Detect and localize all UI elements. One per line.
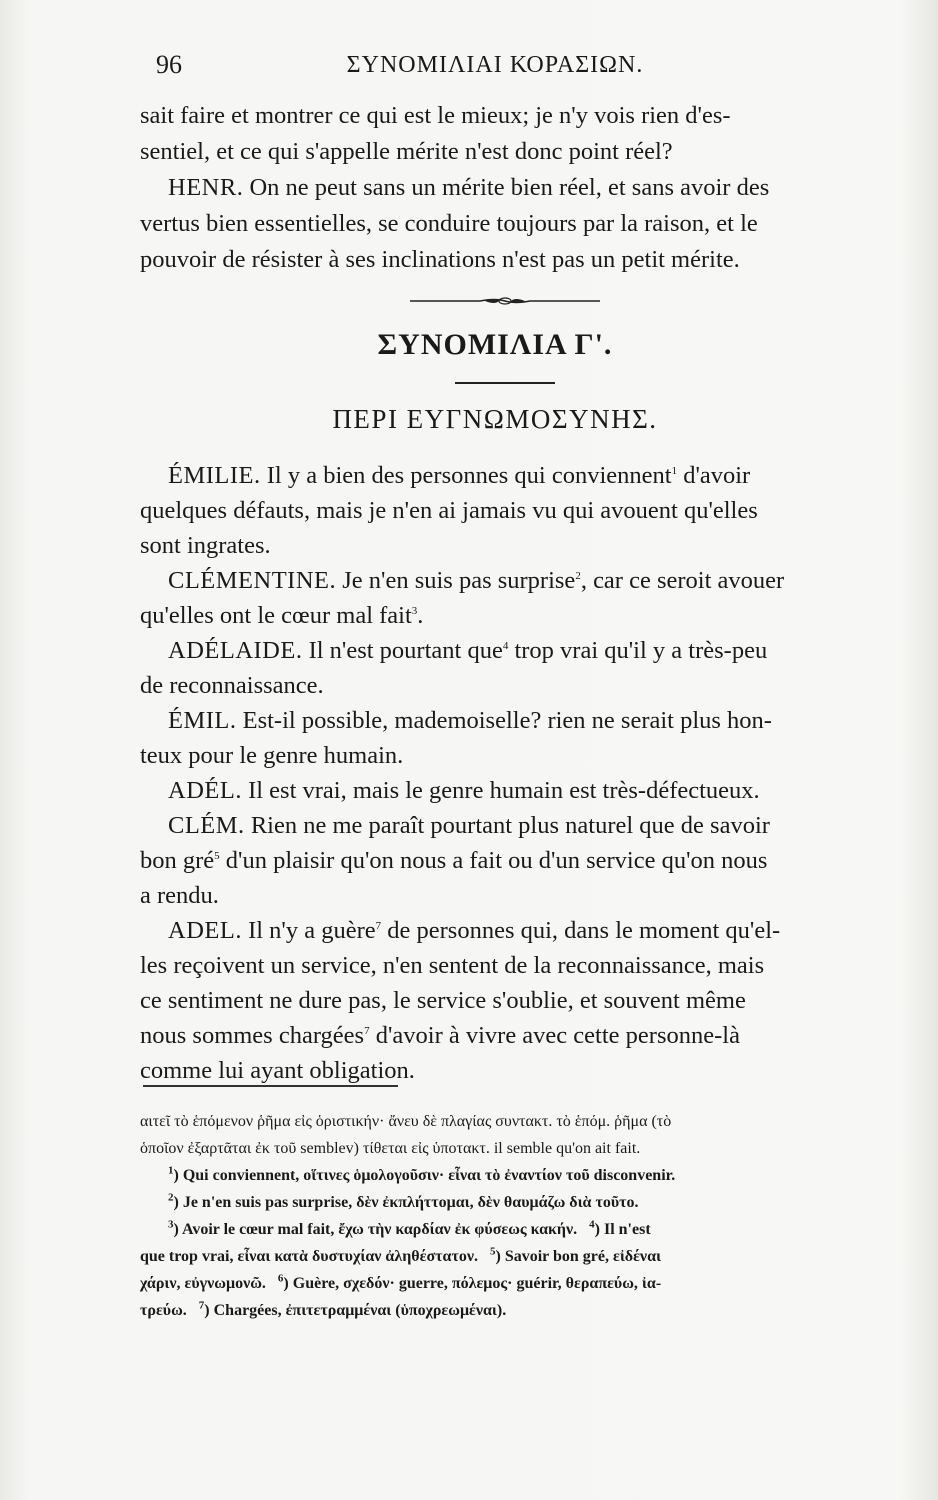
footnote bbox=[140, 1243, 850, 1270]
speaker-name: ADEL. bbox=[168, 917, 242, 944]
speech-text: Je n'en suis pas surprise bbox=[336, 567, 576, 594]
speech-text: On ne peut sans un mérite bien réel, et sans avoir des bbox=[243, 174, 770, 201]
title-divider bbox=[455, 382, 555, 384]
footnote bbox=[140, 1189, 850, 1216]
text-line: pouvoir de résister à ses inclinations n'est pas un petit mérite. bbox=[140, 246, 740, 273]
footnote bbox=[140, 1270, 850, 1297]
speech-text: bon gré bbox=[140, 847, 215, 874]
speech-text: d'avoir bbox=[677, 462, 751, 489]
footnote-rule bbox=[143, 1085, 398, 1087]
dialogue-paragraph bbox=[140, 563, 850, 633]
speech-text: nous sommes chargées bbox=[140, 1022, 365, 1049]
footnote-line: αιτεῖ τὸ ἑπόμενον ῥῆμα εἰς ὁριστικήν· ἄνευ δὲ πλαγίας συντακτ. τὸ ἑπόμ. ῥῆμα (τὸ bbox=[140, 1113, 672, 1130]
dialogue-paragraph bbox=[140, 458, 850, 563]
text-line: les reçoivent un service, n'en sentent de la reconnaissance, mais bbox=[140, 952, 765, 979]
footnote-text: ) Qui conviennent, οἵτινες ὁμολογοῦσιν· εἶναι τὸ ἐναντίον τοῦ disconvenir. bbox=[173, 1167, 676, 1184]
speech-text: qu'elles ont le cœur mal fait bbox=[140, 602, 412, 629]
footnote-number: 4 bbox=[589, 1218, 595, 1231]
speech-text: d'un plaisir qu'on nous a fait ou d'un service qu'on nous bbox=[219, 847, 768, 874]
speech-text: Rien ne me paraît pourtant plus naturel que de savoir bbox=[244, 812, 770, 839]
speaker-name: ÉMIL. bbox=[168, 707, 237, 734]
dialogue-paragraph bbox=[140, 633, 850, 703]
text-line: sait faire et montrer ce qui est le mieux; je n'y vois rien d'es- bbox=[140, 102, 731, 129]
text-line: comme lui ayant obligation. bbox=[140, 1057, 415, 1084]
footnotes bbox=[140, 1108, 850, 1324]
dialogue-paragraph bbox=[140, 808, 850, 913]
speaker-name: ADÉLAIDE. bbox=[168, 637, 303, 664]
speech-text: d'avoir à vivre avec cette personne-là bbox=[369, 1022, 740, 1049]
text-line: vertus bien essentielles, se conduire toujours par la raison, et le bbox=[140, 210, 758, 237]
footnote-ref: 5 bbox=[214, 849, 220, 862]
speaker-name: HENR. bbox=[168, 174, 244, 201]
footnote-text: ) Savoir bon gré, εἰδέναι bbox=[495, 1248, 661, 1265]
text-line: ce sentiment ne dure pas, le service s'oublie, et souvent même bbox=[140, 987, 746, 1014]
footnote-text: ) Je n'en suis pas surprise, δὲν ἐκπλήττομαι, δὲν θαυμάζω διὰ τοῦτο. bbox=[173, 1194, 639, 1211]
text-line: teux pour le genre humain. bbox=[140, 742, 404, 769]
footnote-text: τρεύω. bbox=[140, 1302, 187, 1319]
page-number: 96 bbox=[156, 50, 182, 79]
dialogue bbox=[140, 458, 850, 1088]
ornament-rule bbox=[410, 296, 600, 306]
footnote-ref: 4 bbox=[502, 639, 509, 652]
speech-text: Il n'est pourtant que bbox=[302, 637, 503, 664]
speech-text: de personnes qui, dans le moment qu'el- bbox=[381, 917, 781, 944]
footnote-ref: 7 bbox=[364, 1024, 370, 1037]
text-line: de reconnaissance. bbox=[140, 672, 324, 699]
text-line: quelques défauts, mais je n'en ai jamais vu qui avouent qu'elles bbox=[140, 497, 758, 524]
speech-text: Est-il possible, mademoiselle? rien ne serait plus hon- bbox=[236, 707, 772, 734]
footnote-text: ) Chargées, ἐπιτετραμμέναι (ὑποχρεωμέναι). bbox=[204, 1302, 507, 1319]
text-line: a rendu. bbox=[140, 882, 219, 909]
footnote-ref: 1 bbox=[671, 464, 678, 477]
text-line: sont ingrates. bbox=[140, 532, 271, 559]
footnote-number: 3 bbox=[168, 1218, 174, 1231]
footnote bbox=[140, 1297, 850, 1324]
running-head: ΣΥΝΟΜΙΛΙΑΙ ΚΟΡΑΣΙΩΝ. bbox=[346, 52, 644, 78]
footnote-number: 7 bbox=[198, 1299, 205, 1312]
speech-text: Il y a bien des personnes qui conviennent bbox=[260, 462, 672, 489]
speech-text: trop vrai qu'il y a très-peu bbox=[508, 637, 768, 664]
text-line bbox=[140, 170, 850, 206]
intro-text bbox=[140, 98, 850, 278]
speaker-name: CLÉMENTINE. bbox=[168, 567, 337, 594]
footnote-ref: 3 bbox=[411, 604, 418, 617]
dialogue-paragraph bbox=[140, 913, 850, 1088]
section-subtitle: ΠΕΡΙ ΕΥΓΝΩΜΟΣΥΝΗΣ. bbox=[332, 404, 658, 434]
footnote bbox=[140, 1162, 850, 1189]
footnote-text: ) Il n'est bbox=[594, 1221, 651, 1238]
speaker-name: CLÉM. bbox=[168, 812, 245, 839]
footnote-number: 5 bbox=[490, 1245, 496, 1258]
dialogue-paragraph bbox=[140, 773, 850, 808]
speech-text: Il est vrai, mais le genre humain est très-défectueux. bbox=[241, 777, 760, 804]
footnote-text: que trop vrai, εἶναι κατὰ δυστυχίαν ἀληθέστατον. bbox=[140, 1248, 478, 1265]
dialogue-paragraph bbox=[140, 703, 850, 773]
text-line: sentiel, et ce qui s'appelle mérite n'est donc point réel? bbox=[140, 138, 673, 165]
footnote-line: ὁποῖον ἐξαρτᾶται ἐκ τοῦ semblev) τίθεται εἰς ὑποτακτ. il semble qu'on ait fait. bbox=[140, 1140, 641, 1157]
footnote-text: χάριν, εὐγνωμονῶ. bbox=[140, 1275, 266, 1292]
section-title: ΣΥΝΟΜΙΛΙΑ Γ'. bbox=[377, 328, 613, 361]
speaker-name: ÉMILIE. bbox=[168, 462, 261, 489]
speech-text: , car ce seroit avouer bbox=[580, 567, 785, 594]
footnote-ref: 7 bbox=[375, 919, 382, 932]
footnote-text: ) Guère, σχεδόν· guerre, πόλεμος· guérir, θεραπεύω, ἰα- bbox=[283, 1275, 662, 1292]
footnote-number: 2 bbox=[168, 1191, 174, 1204]
page-header bbox=[150, 44, 840, 84]
footnote bbox=[140, 1216, 850, 1243]
footnote-number: 1 bbox=[168, 1164, 174, 1177]
footnote-ref: 2 bbox=[575, 569, 581, 582]
speech-text: Il n'y a guère bbox=[241, 917, 376, 944]
speech-text: . bbox=[417, 602, 424, 629]
speaker-name: ADÉL. bbox=[168, 777, 242, 804]
footnote-number: 6 bbox=[277, 1272, 284, 1285]
footnote-text: ) Avoir le cœur mal fait, ἔχω τὴν καρδίαν ἐκ φύσεως κακήν. bbox=[173, 1221, 578, 1238]
